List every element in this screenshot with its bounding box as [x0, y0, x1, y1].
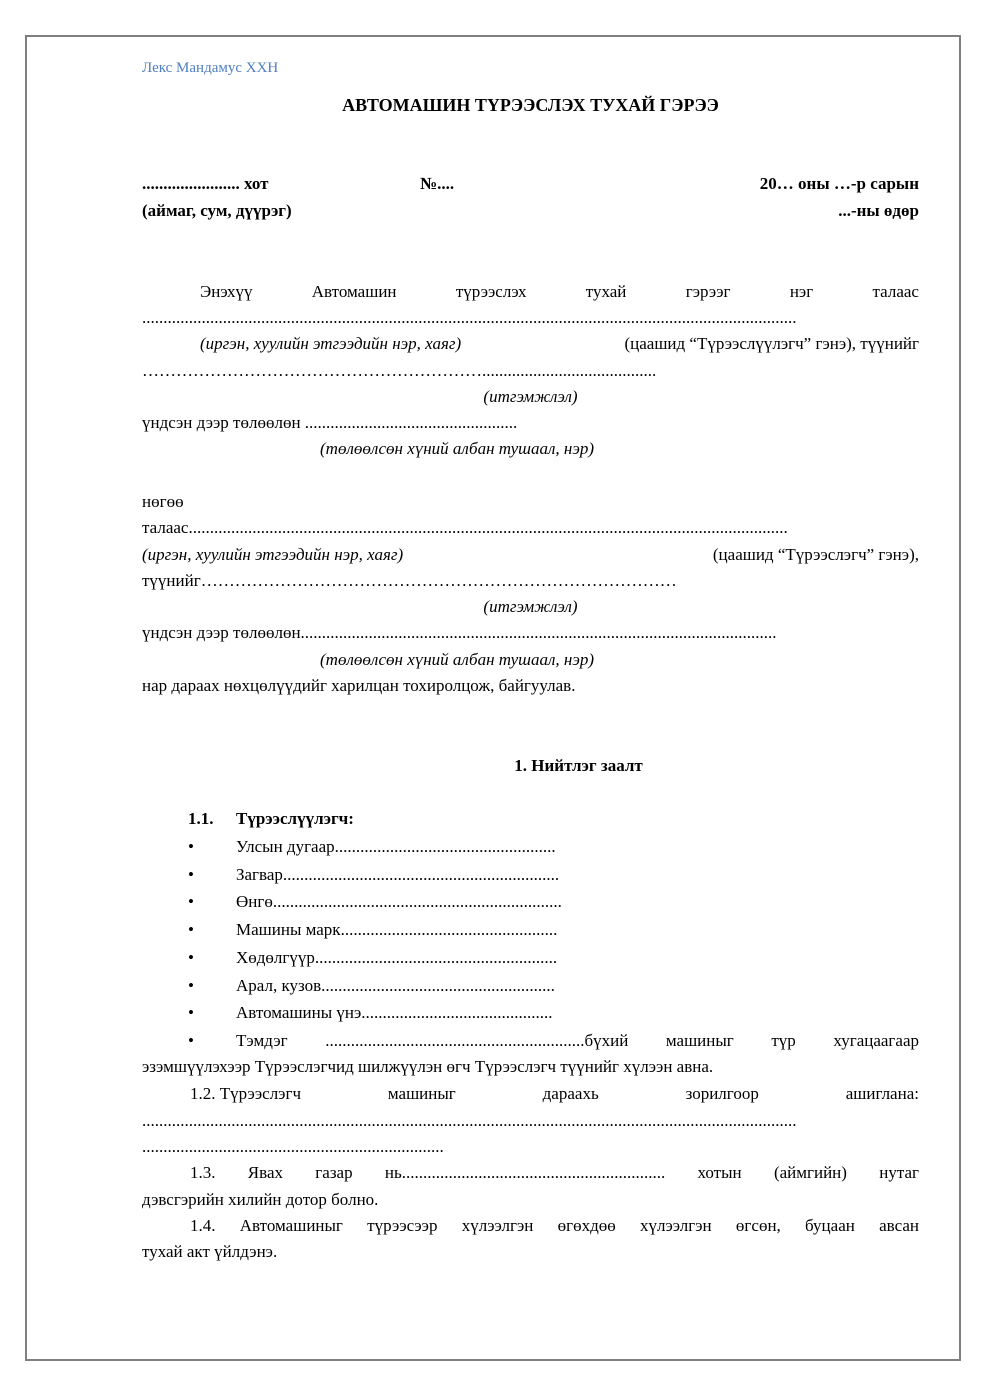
party1-rep-line: үндсэн дээр төлөөлөн .................................................. — [142, 413, 518, 432]
list-item: Улсын дугаар.................................................... — [236, 837, 556, 856]
party1-rep-label: (төлөөлсөн хүний албан тушаал, нэр) — [320, 439, 595, 458]
list-item: Загвар................................................................. — [236, 865, 560, 884]
word: машиныг — [387, 1084, 456, 1103]
party2-auth-label: (итгэмжлэл) — [483, 597, 578, 616]
word: түрээслэх — [455, 282, 527, 301]
list-item: Өнгө.................................................................... — [236, 892, 562, 911]
org-name: Лекс Мандамус ХХН — [142, 60, 279, 76]
party2-line4: түүнийг………………………………………………………………………… — [142, 571, 677, 590]
contract-number: №.... — [420, 174, 455, 193]
list-item: Арал, кузов....................................................... — [236, 976, 555, 995]
word: ашиглана: — [845, 1084, 919, 1103]
section1-heading: 1. Нийтлэг заалт — [514, 756, 643, 775]
bullet-icon: • — [188, 948, 194, 967]
bullet-icon: • — [188, 837, 194, 856]
word: Автомашин — [311, 282, 397, 301]
word: дараахь — [542, 1084, 599, 1103]
list-item-seal: Тэмдэг .............................................................бүхий машиныг түр хугацаагаар — [236, 1031, 919, 1050]
sub1-number: 1.1. — [188, 809, 214, 828]
p12-dots2: ....................................................................... — [142, 1137, 444, 1156]
party2-rep-label: (төлөөлсөн хүний албан тушаал, нэр) — [320, 650, 595, 669]
p13-line1: 1.3. Явах газар нь.............................................................. хотын (аймгийн) нутаг — [190, 1163, 919, 1182]
party2-closing: нар дараах нөхцөлүүдийг харилцан тохиролцож, байгуулав. — [142, 676, 576, 695]
sub1-title: Түрээслүүлэгч: — [236, 809, 354, 828]
list-item: Автомашины үнэ............................................. — [236, 1003, 553, 1022]
word: Энэхүү — [200, 282, 253, 301]
bullet-icon: • — [188, 865, 194, 884]
identity-hint: (иргэн, хуулийн этгээдийн нэр, хаяг) — [200, 334, 462, 353]
word: нэг — [789, 282, 814, 301]
party2-line1: нөгөө — [142, 492, 184, 511]
p12-line — [190, 1083, 919, 1105]
word: тухай — [585, 282, 627, 301]
list-item: Машины марк................................................... — [236, 920, 558, 939]
date-field: 20… оны …-р сарын — [759, 174, 919, 193]
p13-line2: дэвсгэрийн хилийн дотор болно. — [142, 1190, 379, 1209]
city-field: ....................... хот — [142, 174, 269, 193]
party1-intro — [200, 281, 919, 303]
bullet-icon: • — [188, 920, 194, 939]
identity-rest: (цаашид “Түрээслүүлэгч” гэнэ), түүнийг — [624, 334, 919, 353]
p12-dots1: .......................................................................................................................................................... — [142, 1111, 797, 1130]
seal-continuation: эзэмшүүлэхээр Түрээслэгчид шилжүүлэн өгч Түрээслэгч түүнийг хүлээн авна. — [142, 1057, 714, 1076]
document-title: АВТОМАШИН ТҮРЭЭСЛЭХ ТУХАЙ ГЭРЭЭ — [342, 95, 719, 115]
p14-line2: тухай акт үйлдэнэ. — [142, 1242, 278, 1261]
bullet-icon: • — [188, 892, 194, 911]
word: гэрээг — [685, 282, 731, 301]
word: талаас — [872, 282, 919, 301]
bullet-icon: • — [188, 976, 194, 995]
identity-hint: (иргэн, хуулийн этгээдийн нэр, хаяг) — [142, 545, 404, 564]
word: зорилгоор — [685, 1084, 759, 1103]
bullet-icon: • — [188, 1031, 194, 1050]
day-field: ...-ны өдөр — [838, 201, 919, 220]
region-field: (аймаг, сум, дүүрэг) — [142, 201, 292, 220]
p14-line1: 1.4. Автомашиныг түрээсээр хүлээлгэн өгөхдөө хүлээлгэн өгсөн, буцаан авсан — [190, 1216, 919, 1235]
bullet-icon: • — [188, 1003, 194, 1022]
identity-rest: (цаашид “Түрээслэгч” гэнэ), — [712, 545, 919, 564]
list-item: Хөдөлгүүр......................................................... — [236, 948, 558, 967]
party1-auth-label: (итгэмжлэл) — [483, 387, 578, 406]
party2-line2: талаас............................................................................................................................................. — [142, 518, 788, 537]
party2-identity-line — [142, 544, 919, 566]
party2-rep-line: үндсэн дээр төлөөлөн................................................................................................................ — [142, 623, 777, 642]
party1-identity-line — [200, 333, 919, 355]
word: 1.2. Түрээслэгч — [190, 1084, 301, 1103]
party1-blank-line: ……………………………………………………......................................... — [142, 361, 657, 380]
party1-dots: .......................................................................................................................................................... — [142, 308, 797, 327]
